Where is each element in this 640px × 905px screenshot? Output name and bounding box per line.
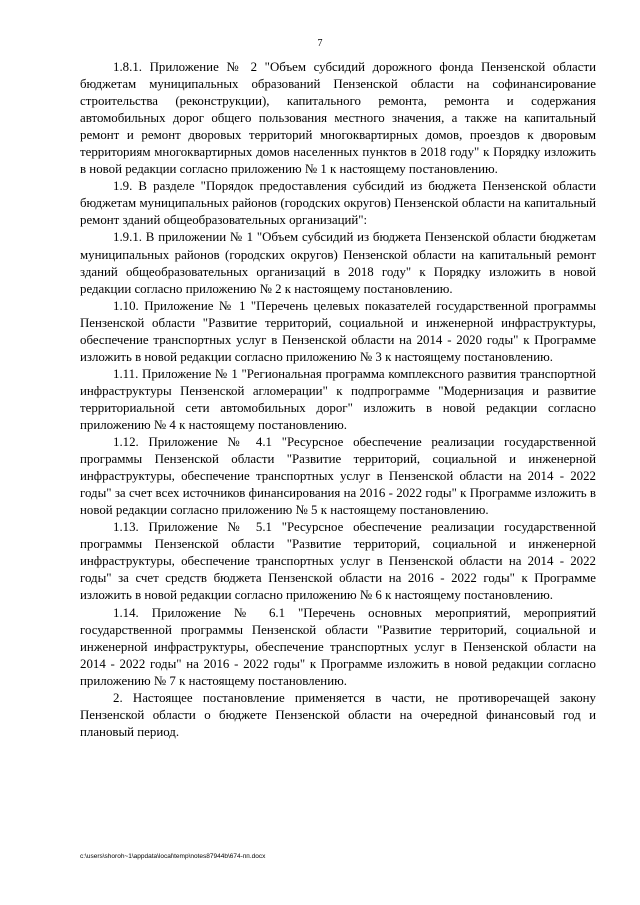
file-path-footer: c:\users\shoroh~1\appdata\local\temp\notes87944b\674-пп.docx <box>80 853 266 860</box>
paragraph-1-10: 1.10. Приложение № 1 "Перечень целевых показателей государственной программы Пензенской области "Развитие территорий, социальной и инженерной инфраструктуры, обеспечение транспортных услуг в Пензенской области на 2014 - 2020 годы" к Программе изложить в новой редакции согласно приложению № 3 к настоящему постановлению. <box>80 298 596 364</box>
page-number: 7 <box>317 38 323 49</box>
paragraph-1-13: 1.13. Приложение № 5.1 "Ресурсное обеспечение реализации государственной программы Пензенской области "Развитие территорий, социальной и инженерной инфраструктуры, обеспечение транспортных услуг в Пензенской области на 2014 - 2022 годы" за счет средств бюджета Пензенской области на 2016 - 2022 годы" к Программе изложить в новой редакции согласно приложению № 6 к настоящему постановлению. <box>80 520 596 603</box>
paragraph-1-11: 1.11. Приложение № 1 "Региональная программа комплексного развития транспортной инфраструктуры Пензенской агломерации" к подпрограмме "Модернизация и развитие территориальной сети автомобильных дорог" изложить в новой редакции согласно приложению № 4 к настоящему постановлению. <box>80 366 596 432</box>
paragraph-1-9-1: 1.9.1. В приложении № 1 "Объем субсидий из бюджета Пензенской области бюджетам муниципальных районов (городских округов) Пензенской области на капитальный ремонт зданий общеобразовательных организаций в 2018 году" к Порядку изложить в новой редакции согласно приложению № 2 к настоящему постановлению. <box>80 230 596 296</box>
paragraph-1-12: 1.12. Приложение № 4.1 "Ресурсное обеспечение реализации государственной программы Пензенской области "Развитие территорий, социальной и инженерной инфраструктуры, обеспечение транспортных услуг в Пензенской области на 2014 - 2022 годы" за счет всех источников финансирования на 2016 - 2022 годы" к Программе изложить в новой редакции согласно приложению № 5 к настоящему постановлению. <box>80 435 596 518</box>
paragraph-1-8-1: 1.8.1. Приложение № 2 "Объем субсидий дорожного фонда Пензенской области бюджетам муниципальных образований Пензенской области на софинансирование строительства (реконструкции), капитального ремонта, ремонта и содержания автомобильных дорог общего пользования местного значения, а также на капитальный ремонт и ремонт дворовых территорий многоквартирных домов, проездов к дворовым территориям многоквартирных домов населенных пунктов в 2018 году" к Порядку изложить в новой редакции согласно приложению № 1 к настоящему постановлению. <box>80 60 596 177</box>
paragraph-1-9: 1.9. В разделе "Порядок предоставления субсидий из бюджета Пензенской области бюджетам муниципальных районов (городских округов) Пензенской области на капитальный ремонт зданий общеобразовательных организаций": <box>80 179 596 228</box>
paragraph-1-14: 1.14. Приложение № 6.1 "Перечень основных мероприятий, мероприятий государственной программы Пензенской области "Развитие территорий, социальной и инженерной инфраструктуры, обеспечение транспортных услуг в Пензенской области на 2014 - 2022 годы" на 2016 - 2022 годы" к Программе изложить в новой редакции согласно приложению № 7 к настоящему постановлению. <box>80 605 596 688</box>
paragraph-2: 2. Настоящее постановление применяется в части, не противоречащей закону Пензенской области о бюджете Пензенской области на очередной финансовый год и плановый период. <box>80 690 596 739</box>
document-body <box>80 59 596 741</box>
